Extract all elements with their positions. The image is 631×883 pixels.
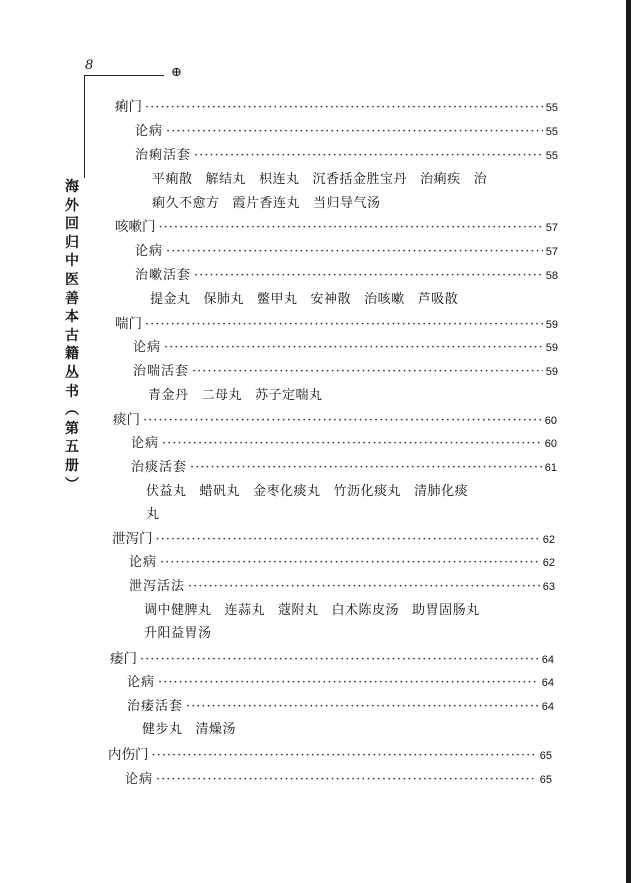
leader-dots	[145, 98, 543, 118]
toc-entry-title: 喘门	[115, 316, 142, 332]
remedy-name: 沉香括金胜宝丹	[312, 172, 408, 187]
remedy-name: 升阳益胃汤	[144, 626, 212, 641]
remedy-name: 调中健脾丸	[144, 603, 212, 618]
remedy-list	[150, 290, 471, 310]
toc-entry-title: 论病	[127, 675, 156, 690]
toc-entry-page: 62	[542, 557, 555, 569]
series-title-char: 海	[65, 179, 79, 195]
leader-dots	[158, 673, 539, 693]
remedy-name: 健步丸	[142, 722, 183, 737]
toc-entry-page: 55	[545, 126, 558, 138]
toc-entry-subsection[interactable]	[127, 697, 554, 717]
leader-dots	[194, 266, 543, 286]
toc-entry-section[interactable]	[115, 314, 558, 334]
toc-entry-page: 59	[545, 342, 558, 354]
toc-entry-page: 60	[544, 415, 557, 427]
toc-entry-title: 内伤门	[108, 747, 149, 763]
toc-entry-subsection[interactable]	[135, 242, 558, 262]
remedy-list	[142, 720, 249, 740]
remedy-name: 蔻附丸	[278, 603, 319, 618]
series-title-char: 本	[65, 309, 79, 326]
toc-entry-section[interactable]	[113, 410, 557, 430]
toc-entry-subsection[interactable]	[125, 770, 552, 790]
remedy-name: 解结丸	[205, 172, 247, 187]
remedy-name: 清燥汤	[195, 722, 237, 737]
leader-dots	[192, 362, 543, 382]
toc-entry-title: 论病	[135, 124, 164, 139]
toc-entry-page: 65	[539, 774, 552, 786]
leader-dots	[159, 218, 543, 238]
remedy-name: 芦吸散	[417, 292, 459, 307]
toc-entry-page: 64	[541, 701, 554, 713]
toc-entry-page: 62	[542, 534, 555, 546]
toc-entry-subsection[interactable]	[135, 122, 558, 142]
remedy-name: 治	[473, 172, 488, 187]
leader-dots	[164, 338, 543, 358]
leader-dots	[143, 411, 542, 431]
series-title-char: 籍	[65, 346, 79, 363]
remedy-name: 青金丹	[148, 388, 189, 403]
toc-entry-page: 60	[544, 438, 557, 450]
series-title-char: ︵	[65, 402, 79, 419]
toc-entry-page: 55	[545, 102, 558, 114]
series-title-char: 归	[65, 234, 79, 251]
remedy-name: 伏益丸	[146, 484, 187, 499]
remedy-name: 清肺化痰	[414, 484, 469, 499]
toc-entry-page: 59	[545, 366, 558, 378]
remedy-name: 鳖甲丸	[257, 292, 298, 307]
toc-entry-page: 61	[544, 462, 557, 474]
leader-dots	[152, 746, 537, 766]
remedy-name: 霞片香连丸	[232, 196, 301, 211]
remedy-list	[148, 386, 336, 406]
remedy-name: 白术陈皮汤	[331, 603, 400, 618]
toc-entry-title: 论病	[133, 340, 162, 355]
remedy-name: 丸	[146, 507, 160, 522]
header-rule	[84, 75, 164, 76]
series-title-char: 回	[65, 216, 79, 233]
toc-entry-title: 咳嗽门	[115, 219, 156, 235]
remedy-name: 平痢散	[152, 172, 193, 187]
toc-entry-subsection[interactable]	[129, 577, 555, 597]
series-title-char: 第	[65, 420, 79, 437]
leader-dots	[140, 650, 539, 670]
toc-entry-page: 63	[542, 581, 555, 593]
remedy-name: 二母丸	[201, 388, 243, 403]
toc-entry-section[interactable]	[112, 529, 555, 549]
series-title-char: 书	[65, 383, 79, 400]
leader-dots	[186, 697, 539, 717]
series-title-char: 古	[65, 327, 79, 344]
leader-dots	[190, 458, 542, 478]
toc-entry-section[interactable]	[115, 97, 558, 117]
toc-entry-subsection[interactable]	[129, 553, 555, 573]
remedy-name: 苏子定喘丸	[255, 388, 323, 403]
remedy-list	[144, 624, 225, 644]
series-title-char: 外	[65, 197, 79, 214]
toc-entry-page: 55	[545, 150, 558, 162]
toc-entry-page: 65	[539, 750, 552, 762]
remedy-list	[144, 601, 493, 621]
toc-entry-section[interactable]	[115, 217, 558, 237]
toc-entry-title: 治嗽活套	[135, 268, 192, 283]
leader-dots	[156, 770, 537, 790]
toc-entry-title: 痿门	[110, 651, 137, 667]
toc-entry-subsection[interactable]	[131, 458, 557, 478]
toc-entry-title: 论病	[129, 555, 158, 570]
toc-entry-title: 论病	[125, 772, 154, 787]
remedy-list	[146, 505, 173, 525]
leader-dots	[194, 146, 543, 166]
remedy-name: 治咳嗽	[364, 292, 405, 307]
margin-rule	[84, 75, 85, 178]
toc-entry-subsection[interactable]	[133, 338, 558, 358]
toc-entry-title: 论病	[135, 244, 164, 259]
page-number: 8	[85, 58, 94, 73]
toc-entry-title: 泄泻门	[112, 531, 153, 547]
leader-dots	[162, 434, 542, 454]
leader-dots	[188, 577, 540, 597]
series-title-char: 五	[65, 439, 79, 456]
toc-entry-page: 58	[545, 270, 558, 282]
toc-entry-title: 治喘活套	[133, 364, 190, 379]
toc-entry-title: 痰门	[113, 412, 140, 428]
series-title-char: 册	[65, 457, 79, 474]
remedy-name: 蜡矾丸	[199, 484, 241, 499]
toc-entry-subsection[interactable]	[135, 146, 558, 166]
toc-entry-title: 论病	[131, 436, 160, 451]
leader-dots	[166, 242, 543, 262]
toc-entry-title: 泄泻活法	[129, 579, 186, 594]
remedy-name: 助胃固肠丸	[412, 603, 480, 618]
remedy-list	[152, 194, 394, 214]
remedy-name: 痢久不愈方	[152, 196, 220, 211]
remedy-list	[146, 482, 481, 502]
toc-entry-subsection[interactable]	[133, 362, 558, 382]
series-title-char: 善	[65, 290, 79, 307]
toc-entry-page: 64	[541, 677, 554, 689]
page-edge-shadow	[626, 0, 631, 883]
remedy-name: 枳连丸	[259, 172, 300, 187]
toc-entry-page: 59	[545, 319, 558, 331]
toc-entry-section[interactable]	[108, 745, 552, 765]
leader-dots	[166, 122, 543, 142]
series-title-char: ︶	[65, 476, 79, 493]
leader-dots	[145, 315, 543, 335]
remedy-name: 金枣化痰丸	[253, 484, 321, 499]
series-title	[62, 178, 82, 494]
remedy-name: 当归导气汤	[313, 196, 381, 211]
remedy-name: 安神散	[310, 292, 352, 307]
remedy-list	[152, 170, 500, 190]
toc-entry-subsection[interactable]	[131, 434, 557, 454]
toc-entry-section[interactable]	[110, 649, 554, 669]
toc-entry-title: 治痢活套	[135, 148, 192, 163]
remedy-name: 连蒜丸	[224, 603, 266, 618]
remedy-name: 竹沥化痰丸	[333, 484, 402, 499]
toc-entry-page: 64	[541, 654, 554, 666]
remedy-name: 治痢疾	[420, 172, 461, 187]
toc-entry-title: 治痰活套	[131, 460, 188, 475]
series-title-char: 医	[65, 271, 79, 288]
toc-entry-title: 治痿活套	[127, 699, 184, 714]
remedy-name: 提金丸	[150, 292, 191, 307]
ornament-icon: ⊕	[171, 65, 182, 80]
toc-entry-title: 痢门	[115, 99, 142, 115]
toc-entry-page: 57	[545, 246, 558, 258]
toc-entry-page: 57	[545, 222, 558, 234]
toc-entry-subsection[interactable]	[135, 266, 558, 286]
toc-entry-subsection[interactable]	[127, 673, 554, 693]
remedy-name: 保肺丸	[203, 292, 245, 307]
leader-dots	[160, 553, 540, 573]
series-title-char: 中	[65, 253, 79, 270]
series-title-char: 丛	[65, 364, 79, 381]
leader-dots	[156, 530, 540, 550]
